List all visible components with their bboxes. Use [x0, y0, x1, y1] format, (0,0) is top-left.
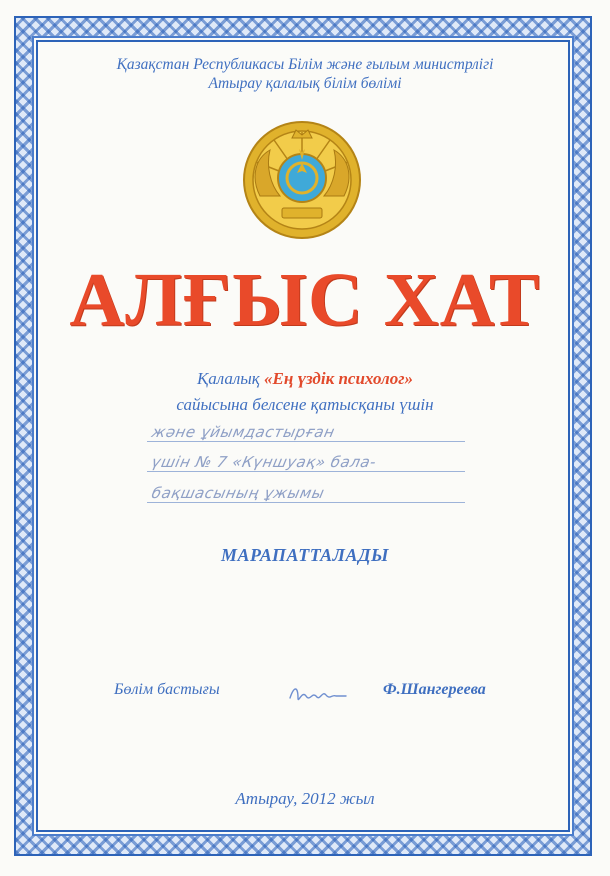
contest-line: [0, 369, 610, 389]
ministry-line-2: Атырау қалалық білім бөлімі: [208, 75, 402, 92]
handwritten-line-3: бақшасының ұжымы: [150, 484, 327, 502]
reason-line: сайысына белсене қатысқаны үшін: [176, 395, 434, 414]
handwriting-rule-1: [147, 441, 465, 442]
contest-prefix: Қалалық: [196, 369, 264, 388]
contest-name: «Ең үздік психолог»: [263, 369, 414, 388]
handwriting-rule-2: [147, 471, 465, 472]
handwriting-rule-3: [147, 502, 465, 503]
ministry-line-1: Қазақстан Республикасы Білім және ғылым министрлігі: [116, 56, 494, 73]
place-and-year: Атырау, 2012 жыл: [235, 789, 375, 808]
handwritten-signature: [286, 680, 350, 710]
ministry-header: [0, 55, 610, 93]
handwritten-line-1: және ұйымдастырған: [150, 423, 337, 441]
award-text: МАРАПАТТАЛАДЫ: [220, 545, 390, 565]
signatory-name: Ф.Шангереева: [383, 681, 486, 698]
state-emblem-icon: [240, 118, 364, 242]
handwritten-line-2: үшін № 7 «Күншуақ» бала-: [150, 453, 379, 471]
certificate-title: АЛҒЫС ХАТ: [69, 258, 541, 342]
signatory-role: Бөлім бастығы: [114, 681, 220, 698]
